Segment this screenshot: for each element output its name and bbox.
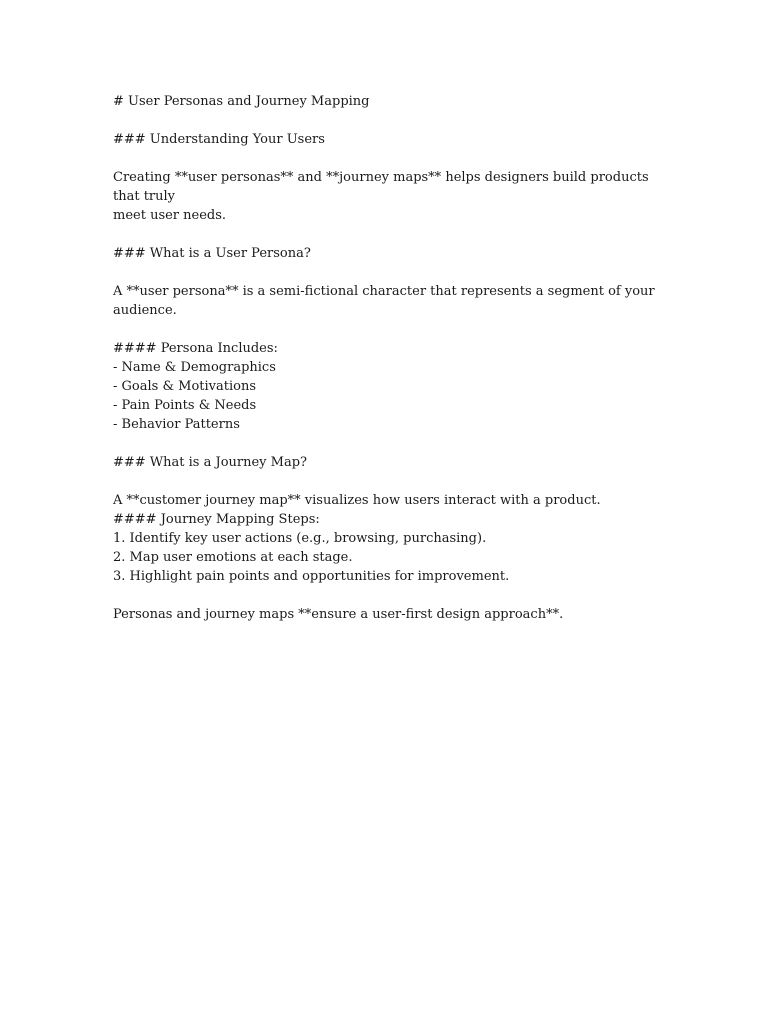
subheading-journey-steps: #### Journey Mapping Steps: [113,512,320,527]
blank-line [113,472,673,491]
blank-line [113,263,673,282]
numbered-step: 1. Identify key user actions (e.g., browsing, purchasing). [113,531,487,546]
intro-paragraph-line-2: meet user needs. [113,208,227,223]
blank-line [113,434,673,453]
subheading-persona-includes: #### Persona Includes: [113,341,278,356]
persona-definition: A **user persona** is a semi-fictional character that represents a segment of your audience. [113,284,659,318]
section-heading-understanding: ### Understanding Your Users [113,132,325,147]
doc-title-line: # User Personas and Journey Mapping [113,94,370,109]
list-item: - Goals & Motivations [113,379,257,394]
journey-map-definition: A **customer journey map** visualizes how users interact with a product. [113,493,601,508]
numbered-step: 2. Map user emotions at each stage. [113,550,353,565]
blank-line [113,149,673,168]
list-item: - Pain Points & Needs [113,398,257,413]
blank-line [113,225,673,244]
list-item: - Name & Demographics [113,360,276,375]
section-heading-persona: ### What is a User Persona? [113,246,311,261]
blank-line [113,586,673,605]
blank-line [113,320,673,339]
blank-line [113,111,673,130]
closing-paragraph: Personas and journey maps **ensure a user-first design approach**. [113,607,564,622]
document-page [113,92,673,624]
section-heading-journey-map: ### What is a Journey Map? [113,455,308,470]
list-item: - Behavior Patterns [113,417,240,432]
intro-paragraph-line-1: Creating **user personas** and **journey maps** helps designers build products that truly [113,170,653,204]
numbered-step: 3. Highlight pain points and opportunities for improvement. [113,569,510,584]
